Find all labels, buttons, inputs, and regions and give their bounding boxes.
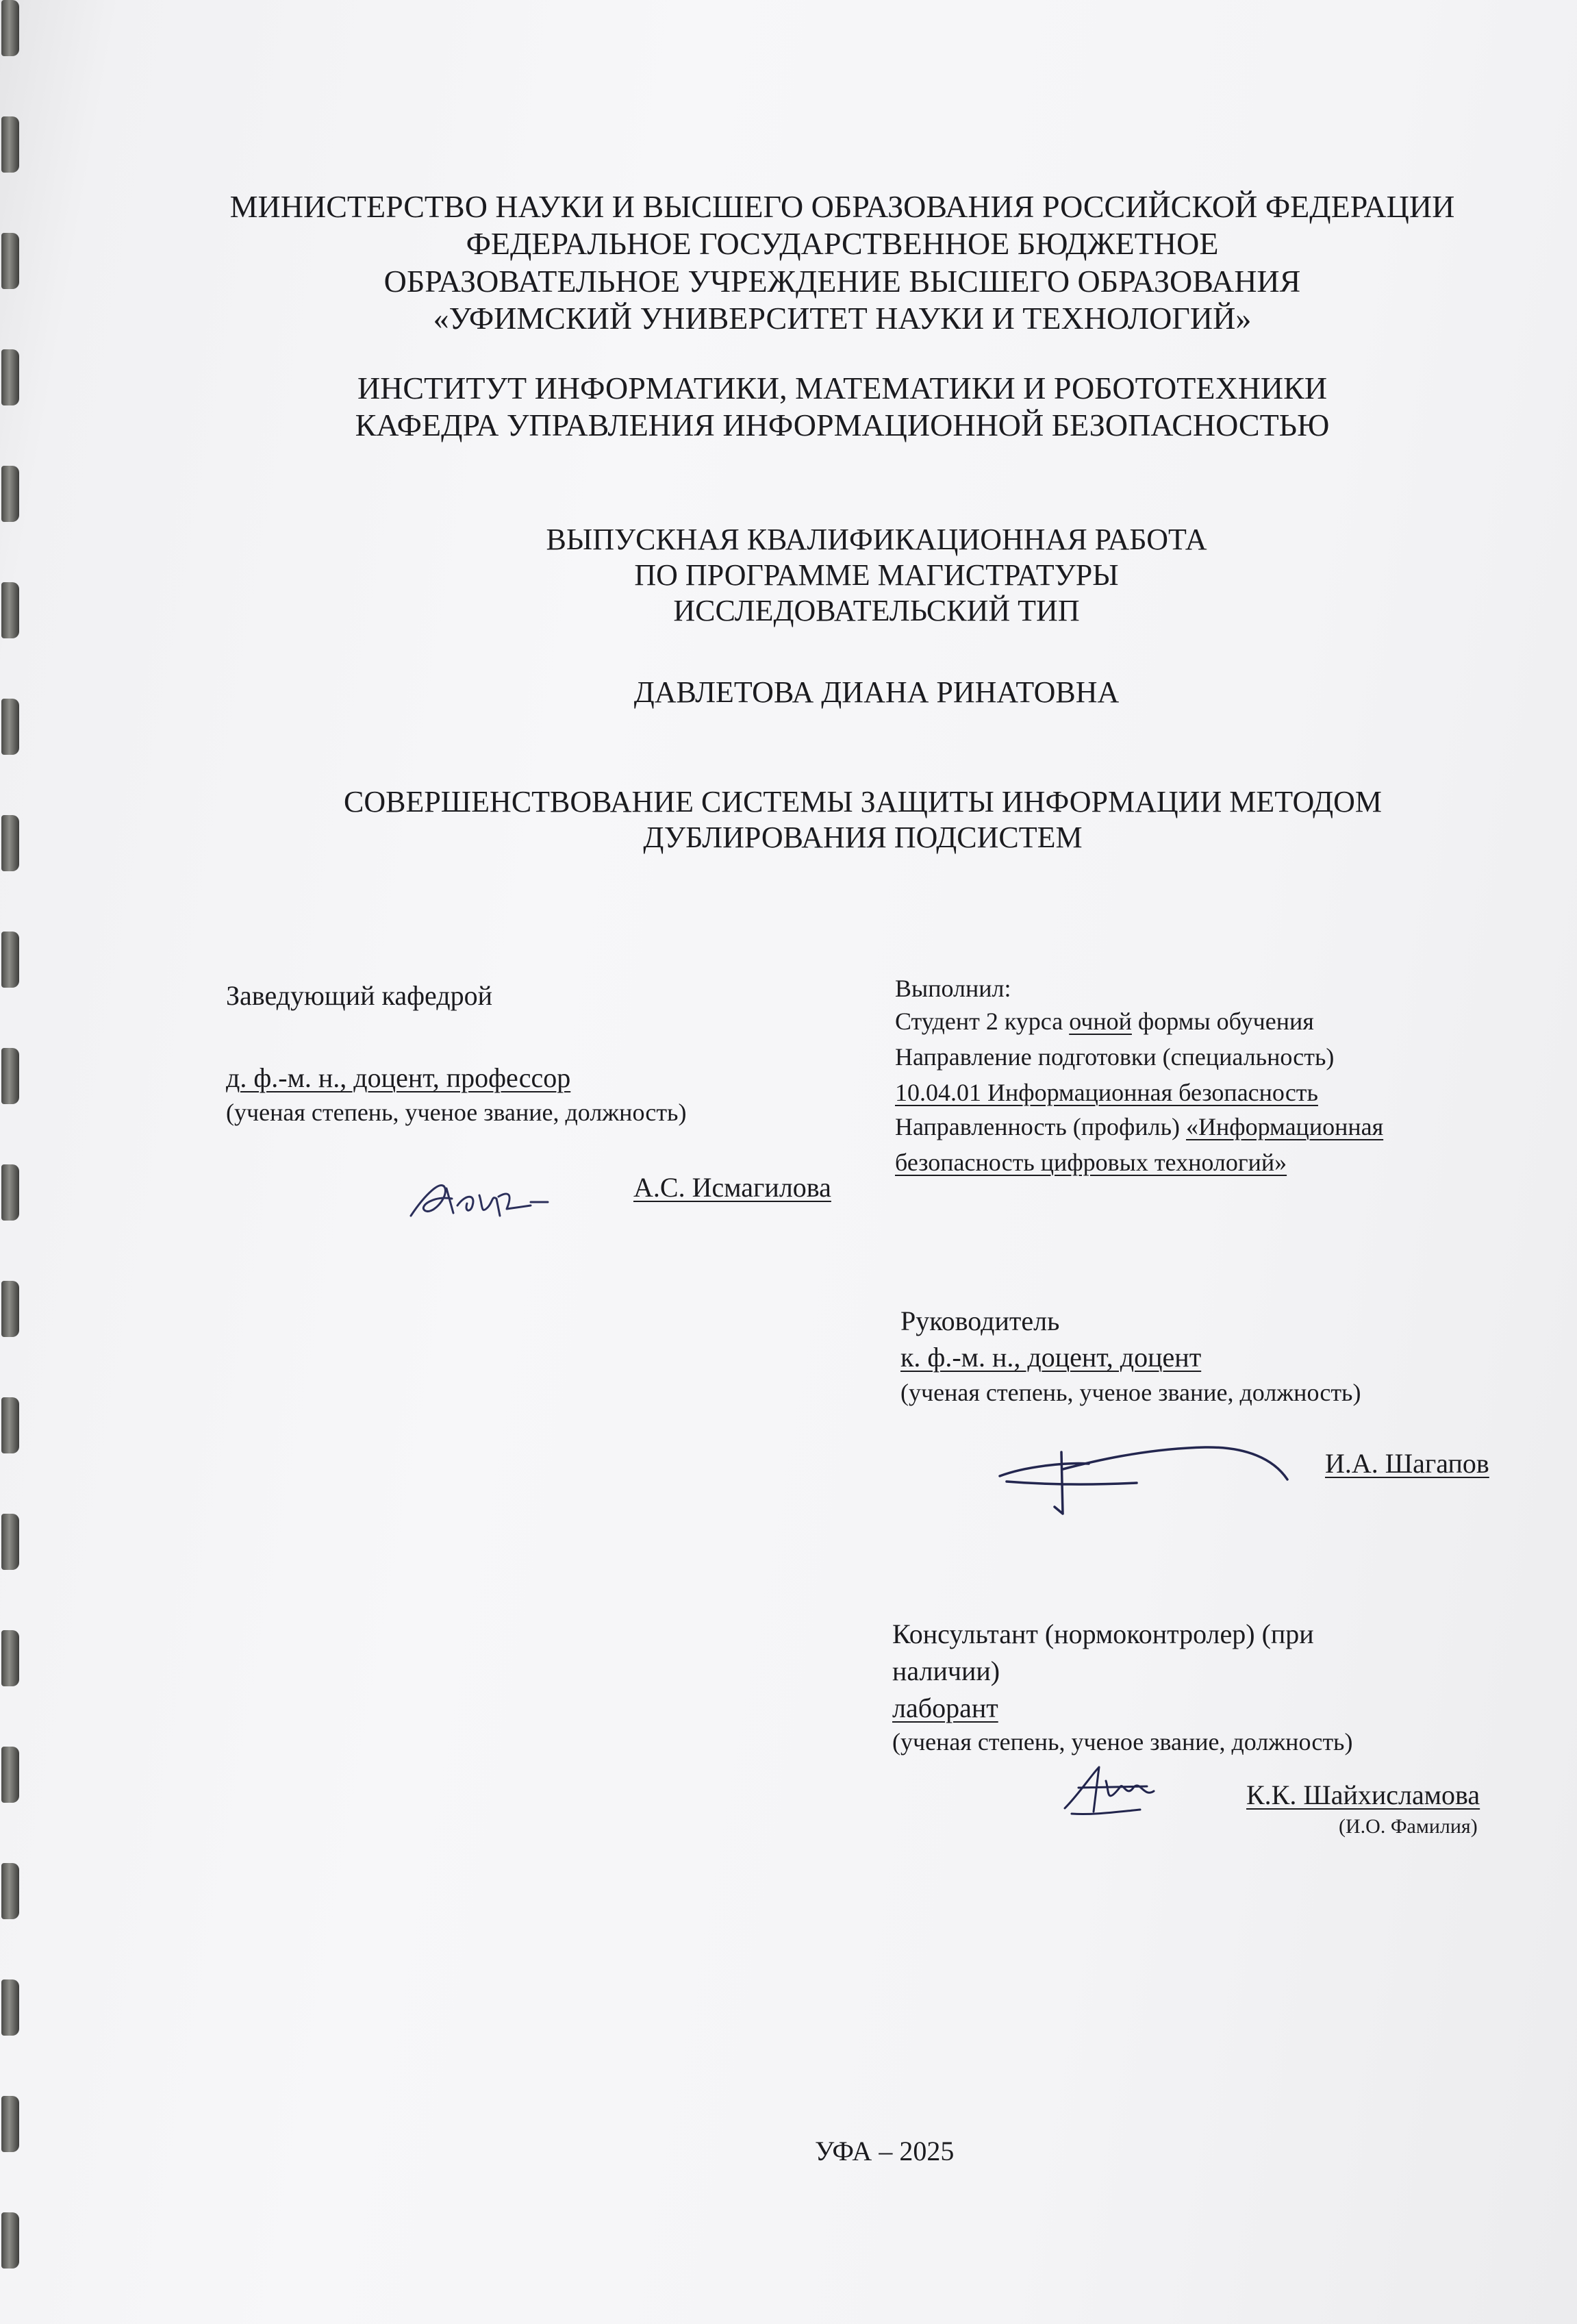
course-form: очной bbox=[1069, 1008, 1132, 1035]
university-name: «УФИМСКИЙ УНИВЕРСИТЕТ НАУКИ И ТЕХНОЛОГИЙ» bbox=[433, 300, 1252, 336]
profile-value-line-2: безопасность цифровых технологий» bbox=[895, 1149, 1287, 1176]
profile-value-line-1: «Информационная bbox=[1186, 1113, 1384, 1140]
work-type-block bbox=[192, 522, 1561, 629]
institute-name: ИНСТИТУТ ИНФОРМАТИКИ, МАТЕМАТИКИ И РОБОТОТЕХНИКИ bbox=[357, 371, 1328, 405]
ministry-header bbox=[157, 188, 1527, 337]
work-type-line-2: ПО ПРОГРАММЕ МАГИСТРАТУРЫ bbox=[634, 558, 1119, 592]
thesis-title-line-1: СОВЕРШЕНСТВОВАНИЕ СИСТЕМЫ ЗАЩИТЫ ИНФОРМАЦИИ МЕТОДОМ bbox=[343, 785, 1383, 819]
profile-prefix: Направленность (профиль) bbox=[895, 1113, 1186, 1140]
consultant-role-line-1: Консультант (нормоконтролер) (при bbox=[892, 1619, 1314, 1649]
department-name: КАФЕДРА УПРАВЛЕНИЯ ИНФОРМАЦИОННОЙ БЕЗОПАСНОСТЬЮ bbox=[355, 408, 1330, 443]
direction-value: 10.04.01 Информационная безопасность bbox=[895, 1079, 1318, 1106]
supervisor-role: Руководитель bbox=[900, 1305, 1060, 1336]
ministry-line: МИНИСТЕРСТВО НАУКИ И ВЫСШЕГО ОБРАЗОВАНИЯ РОССИЙСКОЙ ФЕДЕРАЦИИ bbox=[229, 189, 1455, 224]
consultant-degree-caption: (ученая степень, ученое звание, должность) bbox=[892, 1728, 1353, 1756]
spiral-binding bbox=[0, 0, 41, 2324]
thesis-title bbox=[178, 784, 1548, 855]
supervisor-signature bbox=[986, 1428, 1301, 1517]
thesis-title-line-2: ДУБЛИРОВАНИЯ ПОДСИСТЕМ bbox=[643, 820, 1083, 854]
course-prefix: Студент 2 курса bbox=[895, 1008, 1070, 1035]
supervisor-name: И.А. Шагапов bbox=[1325, 1448, 1489, 1479]
work-type-line-3: ИССЛЕДОВАТЕЛЬСКИЙ ТИП bbox=[673, 593, 1080, 627]
author-name: ДАВЛЕТОВА ДИАНА РИНАТОВНА bbox=[633, 675, 1120, 709]
head-name: А.С. Исмагилова bbox=[633, 1172, 831, 1203]
institution-line-1: ФЕДЕРАЛЬНОЕ ГОСУДАРСТВЕННОЕ БЮДЖЕТНОЕ bbox=[466, 226, 1219, 262]
head-signature bbox=[404, 1168, 555, 1229]
consultant-position: лаборант bbox=[892, 1692, 998, 1723]
city-year: УФА – 2025 bbox=[815, 2136, 955, 2166]
supervisor-degree-caption: (ученая степень, ученое звание, должность) bbox=[900, 1379, 1361, 1406]
supervisor-degree: к. ф.-м. н., доцент, доцент bbox=[900, 1342, 1202, 1373]
profile-label bbox=[895, 1112, 1383, 1141]
institute-block bbox=[157, 370, 1527, 445]
head-degree-caption: (ученая степень, ученое звание, должность) bbox=[226, 1099, 687, 1126]
consultant-role-line-2: наличии) bbox=[892, 1655, 1000, 1686]
direction-label: Направление подготовки (специальность) bbox=[895, 1043, 1335, 1071]
head-degree: д. ф.-м. н., доцент, профессор bbox=[226, 1062, 571, 1093]
institution-line-2: ОБРАЗОВАТЕЛЬНОЕ УЧРЕЖДЕНИЕ ВЫСШЕГО ОБРАЗОВАНИЯ bbox=[383, 263, 1301, 299]
consultant-signature bbox=[1058, 1760, 1174, 1822]
course-suffix: формы обучения bbox=[1131, 1008, 1314, 1035]
consultant-name: К.К. Шайхисламова bbox=[1246, 1779, 1480, 1810]
work-type-line-1: ВЫПУСКНАЯ КВАЛИФИКАЦИОННАЯ РАБОТА bbox=[546, 523, 1207, 556]
consultant-name-caption: (И.О. Фамилия) bbox=[1339, 1815, 1478, 1838]
head-role: Заведующий кафедрой bbox=[226, 980, 493, 1011]
student-course bbox=[895, 1007, 1314, 1036]
performed-label: Выполнил: bbox=[895, 975, 1011, 1002]
